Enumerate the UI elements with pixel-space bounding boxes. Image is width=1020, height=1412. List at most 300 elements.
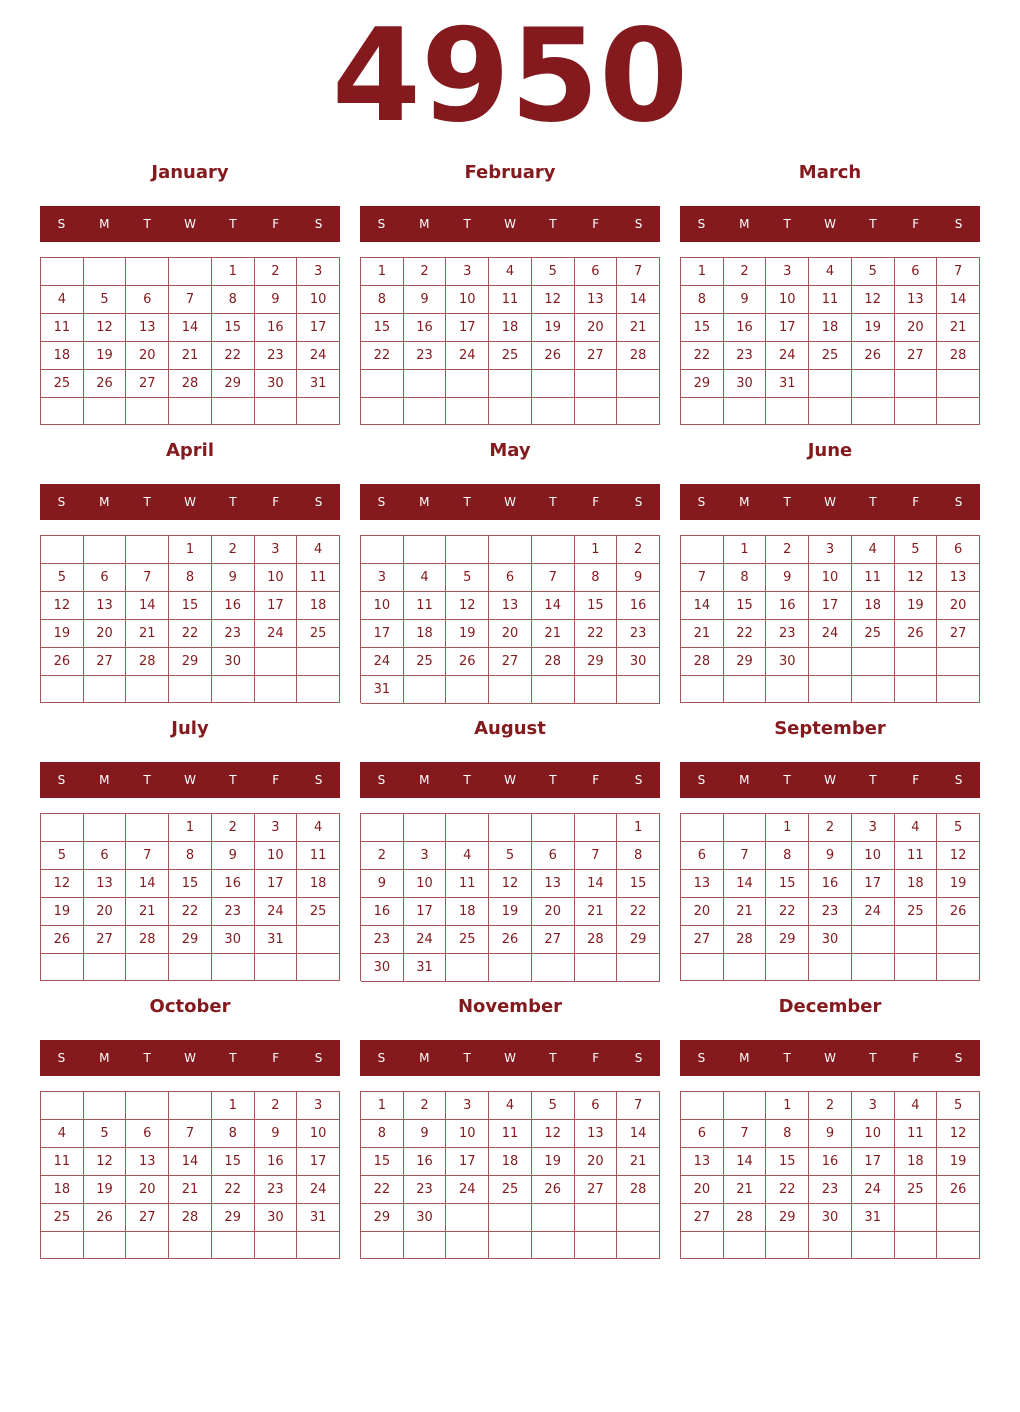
day-cell: 31 <box>255 926 298 954</box>
empty-cell <box>852 648 895 676</box>
day-cell: 6 <box>126 1120 169 1148</box>
day-cell: 28 <box>575 926 618 954</box>
day-cell: 18 <box>809 314 852 342</box>
day-cell: 17 <box>766 314 809 342</box>
day-cell: 5 <box>84 286 127 314</box>
empty-cell <box>617 370 660 398</box>
day-cell: 8 <box>212 1120 255 1148</box>
day-cell: 6 <box>681 842 724 870</box>
day-cell: 13 <box>575 286 618 314</box>
empty-cell <box>532 370 575 398</box>
day-cell: 24 <box>361 648 404 676</box>
empty-cell <box>681 398 724 425</box>
month-name: March <box>798 162 862 183</box>
day-cell: 12 <box>446 592 489 620</box>
day-cell: 20 <box>575 314 618 342</box>
day-cell: 27 <box>575 1176 618 1204</box>
day-cell: 22 <box>724 620 767 648</box>
day-cell: 6 <box>575 258 618 286</box>
day-cell: 28 <box>126 648 169 676</box>
empty-cell <box>297 954 340 981</box>
empty-cell <box>681 536 724 564</box>
weekday-label: W <box>504 495 516 509</box>
day-cell: 2 <box>404 258 447 286</box>
month-name: August <box>474 718 546 739</box>
day-cell: 29 <box>212 370 255 398</box>
empty-cell <box>895 1204 938 1232</box>
day-cell: 11 <box>809 286 852 314</box>
weekday-label: T <box>463 773 471 787</box>
day-cell: 14 <box>681 592 724 620</box>
day-cell: 4 <box>41 286 84 314</box>
day-cell: 1 <box>766 814 809 842</box>
weekday-label: S <box>377 495 386 509</box>
month-name: November <box>457 996 563 1017</box>
day-cell: 5 <box>532 1092 575 1120</box>
weekday-label: T <box>229 217 237 231</box>
day-cell: 7 <box>126 564 169 592</box>
weekday-label: M <box>419 217 430 231</box>
empty-cell <box>724 676 767 703</box>
day-cell: 16 <box>404 314 447 342</box>
day-cell: 11 <box>895 1120 938 1148</box>
day-cell: 29 <box>617 926 660 954</box>
empty-cell <box>361 1232 404 1259</box>
day-cell: 24 <box>404 926 447 954</box>
empty-cell <box>575 954 618 982</box>
day-cell: 13 <box>532 870 575 898</box>
empty-cell <box>255 954 298 981</box>
weekday-label: F <box>272 495 280 509</box>
weekday-label: M <box>419 773 430 787</box>
day-cell: 11 <box>41 314 84 342</box>
day-cell: 16 <box>212 870 255 898</box>
weekday-header <box>360 762 660 798</box>
weekday-label: S <box>314 217 323 231</box>
day-cell: 11 <box>489 1120 532 1148</box>
empty-cell <box>809 398 852 425</box>
day-cell: 18 <box>297 870 340 898</box>
day-cell: 10 <box>255 564 298 592</box>
empty-cell <box>84 258 127 286</box>
day-cell: 25 <box>809 342 852 370</box>
weekday-label: T <box>463 1051 471 1065</box>
weekday-label: S <box>697 1051 706 1065</box>
day-cell: 5 <box>41 842 84 870</box>
day-cell: 24 <box>255 898 298 926</box>
day-cell: 5 <box>84 1120 127 1148</box>
day-cell: 17 <box>404 898 447 926</box>
day-cell: 21 <box>532 620 575 648</box>
weekday-label: W <box>824 495 836 509</box>
empty-cell <box>255 1232 298 1259</box>
day-cell: 30 <box>724 370 767 398</box>
day-cell: 10 <box>255 842 298 870</box>
day-cell: 7 <box>126 842 169 870</box>
day-cell: 12 <box>84 314 127 342</box>
day-cell: 12 <box>41 592 84 620</box>
day-cell: 21 <box>169 342 212 370</box>
empty-cell <box>766 676 809 703</box>
empty-cell <box>446 676 489 704</box>
empty-cell <box>446 1204 489 1232</box>
weekday-label: W <box>824 217 836 231</box>
weekday-label: M <box>419 1051 430 1065</box>
day-cell: 14 <box>532 592 575 620</box>
weekday-header <box>680 484 980 520</box>
empty-cell <box>937 1232 980 1259</box>
weekday-label: W <box>504 773 516 787</box>
weekday-label: S <box>954 495 963 509</box>
empty-cell <box>41 814 84 842</box>
day-cell: 20 <box>126 342 169 370</box>
day-cell: 4 <box>809 258 852 286</box>
year-title: 4950 <box>331 2 689 151</box>
day-cell: 18 <box>489 314 532 342</box>
weekday-label: F <box>592 1051 600 1065</box>
empty-cell <box>361 814 404 842</box>
day-cell: 19 <box>84 1176 127 1204</box>
empty-cell <box>169 1232 212 1259</box>
day-cell: 16 <box>724 314 767 342</box>
empty-cell <box>724 814 767 842</box>
month-name: December <box>778 996 882 1017</box>
day-cell: 11 <box>895 842 938 870</box>
day-cell: 5 <box>41 564 84 592</box>
weekday-label: T <box>143 1051 151 1065</box>
weekday-label: M <box>99 495 110 509</box>
day-cell: 21 <box>724 898 767 926</box>
weekday-label: T <box>869 217 877 231</box>
day-cell: 17 <box>361 620 404 648</box>
day-cell: 12 <box>895 564 938 592</box>
day-cell: 21 <box>126 898 169 926</box>
day-cell: 15 <box>724 592 767 620</box>
day-cell: 24 <box>297 1176 340 1204</box>
empty-cell <box>575 676 618 704</box>
day-grid <box>360 1091 660 1259</box>
day-cell: 27 <box>681 926 724 954</box>
day-cell: 25 <box>446 926 489 954</box>
day-cell: 19 <box>852 314 895 342</box>
empty-cell <box>126 536 169 564</box>
day-cell: 5 <box>446 564 489 592</box>
empty-cell <box>681 954 724 981</box>
weekday-label: T <box>229 495 237 509</box>
weekday-label: M <box>99 773 110 787</box>
day-cell: 1 <box>617 814 660 842</box>
day-cell: 20 <box>489 620 532 648</box>
day-cell: 23 <box>724 342 767 370</box>
empty-cell <box>169 398 212 425</box>
empty-cell <box>895 926 938 954</box>
day-cell: 11 <box>852 564 895 592</box>
day-cell: 22 <box>169 898 212 926</box>
empty-cell <box>617 398 660 426</box>
day-cell: 21 <box>575 898 618 926</box>
day-cell: 30 <box>809 1204 852 1232</box>
weekday-label: W <box>184 217 196 231</box>
empty-cell <box>404 398 447 426</box>
day-cell: 9 <box>404 286 447 314</box>
day-cell: 27 <box>532 926 575 954</box>
weekday-label: M <box>99 1051 110 1065</box>
day-cell: 3 <box>852 1092 895 1120</box>
weekday-label: W <box>184 1051 196 1065</box>
empty-cell <box>937 370 980 398</box>
day-cell: 19 <box>41 898 84 926</box>
day-cell: 27 <box>575 342 618 370</box>
day-cell: 23 <box>404 342 447 370</box>
day-cell: 1 <box>766 1092 809 1120</box>
day-cell: 28 <box>724 926 767 954</box>
empty-cell <box>724 398 767 425</box>
empty-cell <box>809 1232 852 1259</box>
day-cell: 29 <box>361 1204 404 1232</box>
day-cell: 30 <box>617 648 660 676</box>
weekday-label: T <box>549 217 557 231</box>
empty-cell <box>297 1232 340 1259</box>
weekday-label: T <box>463 217 471 231</box>
day-cell: 29 <box>766 926 809 954</box>
weekday-label: T <box>143 495 151 509</box>
day-cell: 5 <box>489 842 532 870</box>
weekday-label: F <box>912 217 920 231</box>
weekday-header <box>40 484 340 520</box>
day-cell: 12 <box>937 842 980 870</box>
empty-cell <box>809 648 852 676</box>
weekday-label: T <box>143 217 151 231</box>
month-name: July <box>171 718 209 739</box>
day-cell: 22 <box>766 1176 809 1204</box>
day-cell: 1 <box>361 258 404 286</box>
day-cell: 27 <box>84 648 127 676</box>
day-cell: 3 <box>809 536 852 564</box>
day-cell: 12 <box>532 1120 575 1148</box>
day-cell: 4 <box>895 1092 938 1120</box>
day-cell: 9 <box>617 564 660 592</box>
day-cell: 3 <box>361 564 404 592</box>
day-cell: 30 <box>361 954 404 982</box>
day-cell: 6 <box>126 286 169 314</box>
day-cell: 24 <box>809 620 852 648</box>
empty-cell <box>852 398 895 425</box>
day-cell: 21 <box>937 314 980 342</box>
empty-cell <box>852 926 895 954</box>
day-cell: 15 <box>681 314 724 342</box>
day-cell: 26 <box>937 898 980 926</box>
day-cell: 15 <box>361 1148 404 1176</box>
day-cell: 23 <box>212 898 255 926</box>
weekday-label: T <box>869 773 877 787</box>
weekday-label: T <box>463 495 471 509</box>
empty-cell <box>575 1204 618 1232</box>
day-cell: 5 <box>937 1092 980 1120</box>
day-cell: 10 <box>766 286 809 314</box>
day-cell: 26 <box>84 370 127 398</box>
weekday-label: W <box>504 217 516 231</box>
day-cell: 16 <box>361 898 404 926</box>
day-cell: 24 <box>446 342 489 370</box>
empty-cell <box>532 1232 575 1259</box>
empty-cell <box>126 1092 169 1120</box>
day-cell: 21 <box>169 1176 212 1204</box>
day-cell: 23 <box>809 1176 852 1204</box>
day-cell: 20 <box>575 1148 618 1176</box>
empty-cell <box>84 954 127 981</box>
day-cell: 28 <box>937 342 980 370</box>
day-cell: 20 <box>895 314 938 342</box>
day-cell: 30 <box>255 370 298 398</box>
day-cell: 7 <box>575 842 618 870</box>
day-cell: 28 <box>681 648 724 676</box>
empty-cell <box>489 370 532 398</box>
day-cell: 9 <box>361 870 404 898</box>
weekday-label: M <box>739 495 750 509</box>
weekday-label: S <box>377 773 386 787</box>
empty-cell <box>41 258 84 286</box>
day-cell: 19 <box>489 898 532 926</box>
day-cell: 31 <box>766 370 809 398</box>
day-cell: 11 <box>404 592 447 620</box>
day-cell: 7 <box>169 1120 212 1148</box>
day-cell: 18 <box>446 898 489 926</box>
day-cell: 16 <box>404 1148 447 1176</box>
day-cell: 16 <box>212 592 255 620</box>
empty-cell <box>895 370 938 398</box>
day-cell: 24 <box>852 1176 895 1204</box>
day-cell: 13 <box>489 592 532 620</box>
day-cell: 3 <box>255 814 298 842</box>
weekday-label: W <box>824 773 836 787</box>
day-cell: 26 <box>532 1176 575 1204</box>
day-cell: 30 <box>212 648 255 676</box>
empty-cell <box>852 1232 895 1259</box>
weekday-label: S <box>57 495 66 509</box>
empty-cell <box>126 814 169 842</box>
day-cell: 12 <box>41 870 84 898</box>
day-cell: 10 <box>404 870 447 898</box>
weekday-label: M <box>739 773 750 787</box>
empty-cell <box>724 954 767 981</box>
empty-cell <box>361 370 404 398</box>
empty-cell <box>212 398 255 425</box>
weekday-label: T <box>549 495 557 509</box>
empty-cell <box>169 954 212 981</box>
day-cell: 14 <box>724 1148 767 1176</box>
day-cell: 5 <box>895 536 938 564</box>
day-cell: 22 <box>575 620 618 648</box>
weekday-label: S <box>634 217 643 231</box>
day-cell: 19 <box>937 870 980 898</box>
day-grid <box>40 813 340 981</box>
weekday-header <box>40 206 340 242</box>
month-name: April <box>165 440 215 461</box>
weekday-label: T <box>869 495 877 509</box>
day-cell: 8 <box>169 564 212 592</box>
day-cell: 1 <box>169 536 212 564</box>
day-cell: 20 <box>126 1176 169 1204</box>
day-cell: 27 <box>937 620 980 648</box>
day-cell: 7 <box>724 842 767 870</box>
day-cell: 7 <box>724 1120 767 1148</box>
weekday-label: T <box>143 773 151 787</box>
weekday-label: T <box>869 1051 877 1065</box>
day-cell: 28 <box>169 1204 212 1232</box>
day-cell: 10 <box>297 1120 340 1148</box>
day-cell: 11 <box>41 1148 84 1176</box>
month-name: June <box>807 440 853 461</box>
day-cell: 24 <box>766 342 809 370</box>
day-cell: 13 <box>895 286 938 314</box>
empty-cell <box>575 370 618 398</box>
day-cell: 23 <box>617 620 660 648</box>
empty-cell <box>766 954 809 981</box>
empty-cell <box>297 926 340 954</box>
weekday-label: F <box>272 773 280 787</box>
weekday-label: F <box>272 1051 280 1065</box>
day-cell: 20 <box>84 620 127 648</box>
day-cell: 2 <box>255 258 298 286</box>
weekday-label: T <box>783 495 791 509</box>
day-cell: 27 <box>681 1204 724 1232</box>
day-grid <box>680 813 980 981</box>
day-cell: 25 <box>404 648 447 676</box>
empty-cell <box>126 258 169 286</box>
day-cell: 4 <box>446 842 489 870</box>
weekday-label: S <box>314 495 323 509</box>
day-cell: 9 <box>255 286 298 314</box>
day-cell: 29 <box>169 648 212 676</box>
empty-cell <box>617 676 660 704</box>
weekday-label: S <box>954 1051 963 1065</box>
day-cell: 19 <box>937 1148 980 1176</box>
weekday-label: T <box>783 217 791 231</box>
day-cell: 21 <box>617 1148 660 1176</box>
empty-cell <box>852 954 895 981</box>
empty-cell <box>404 1232 447 1259</box>
day-cell: 13 <box>126 1148 169 1176</box>
day-cell: 22 <box>361 342 404 370</box>
empty-cell <box>41 1232 84 1259</box>
empty-cell <box>446 398 489 426</box>
empty-cell <box>212 954 255 981</box>
day-cell: 2 <box>212 814 255 842</box>
day-cell: 18 <box>297 592 340 620</box>
day-cell: 20 <box>532 898 575 926</box>
weekday-label: S <box>634 1051 643 1065</box>
empty-cell <box>489 398 532 426</box>
empty-cell <box>937 954 980 981</box>
day-cell: 26 <box>41 926 84 954</box>
empty-cell <box>724 1232 767 1259</box>
empty-cell <box>852 370 895 398</box>
weekday-label: F <box>592 495 600 509</box>
day-cell: 30 <box>809 926 852 954</box>
day-cell: 10 <box>446 1120 489 1148</box>
empty-cell <box>169 258 212 286</box>
empty-cell <box>84 398 127 425</box>
day-cell: 19 <box>41 620 84 648</box>
day-cell: 19 <box>532 314 575 342</box>
day-cell: 13 <box>681 870 724 898</box>
empty-cell <box>617 1232 660 1259</box>
day-cell: 15 <box>212 1148 255 1176</box>
day-cell: 6 <box>937 536 980 564</box>
weekday-label: S <box>697 495 706 509</box>
empty-cell <box>446 536 489 564</box>
day-cell: 1 <box>361 1092 404 1120</box>
